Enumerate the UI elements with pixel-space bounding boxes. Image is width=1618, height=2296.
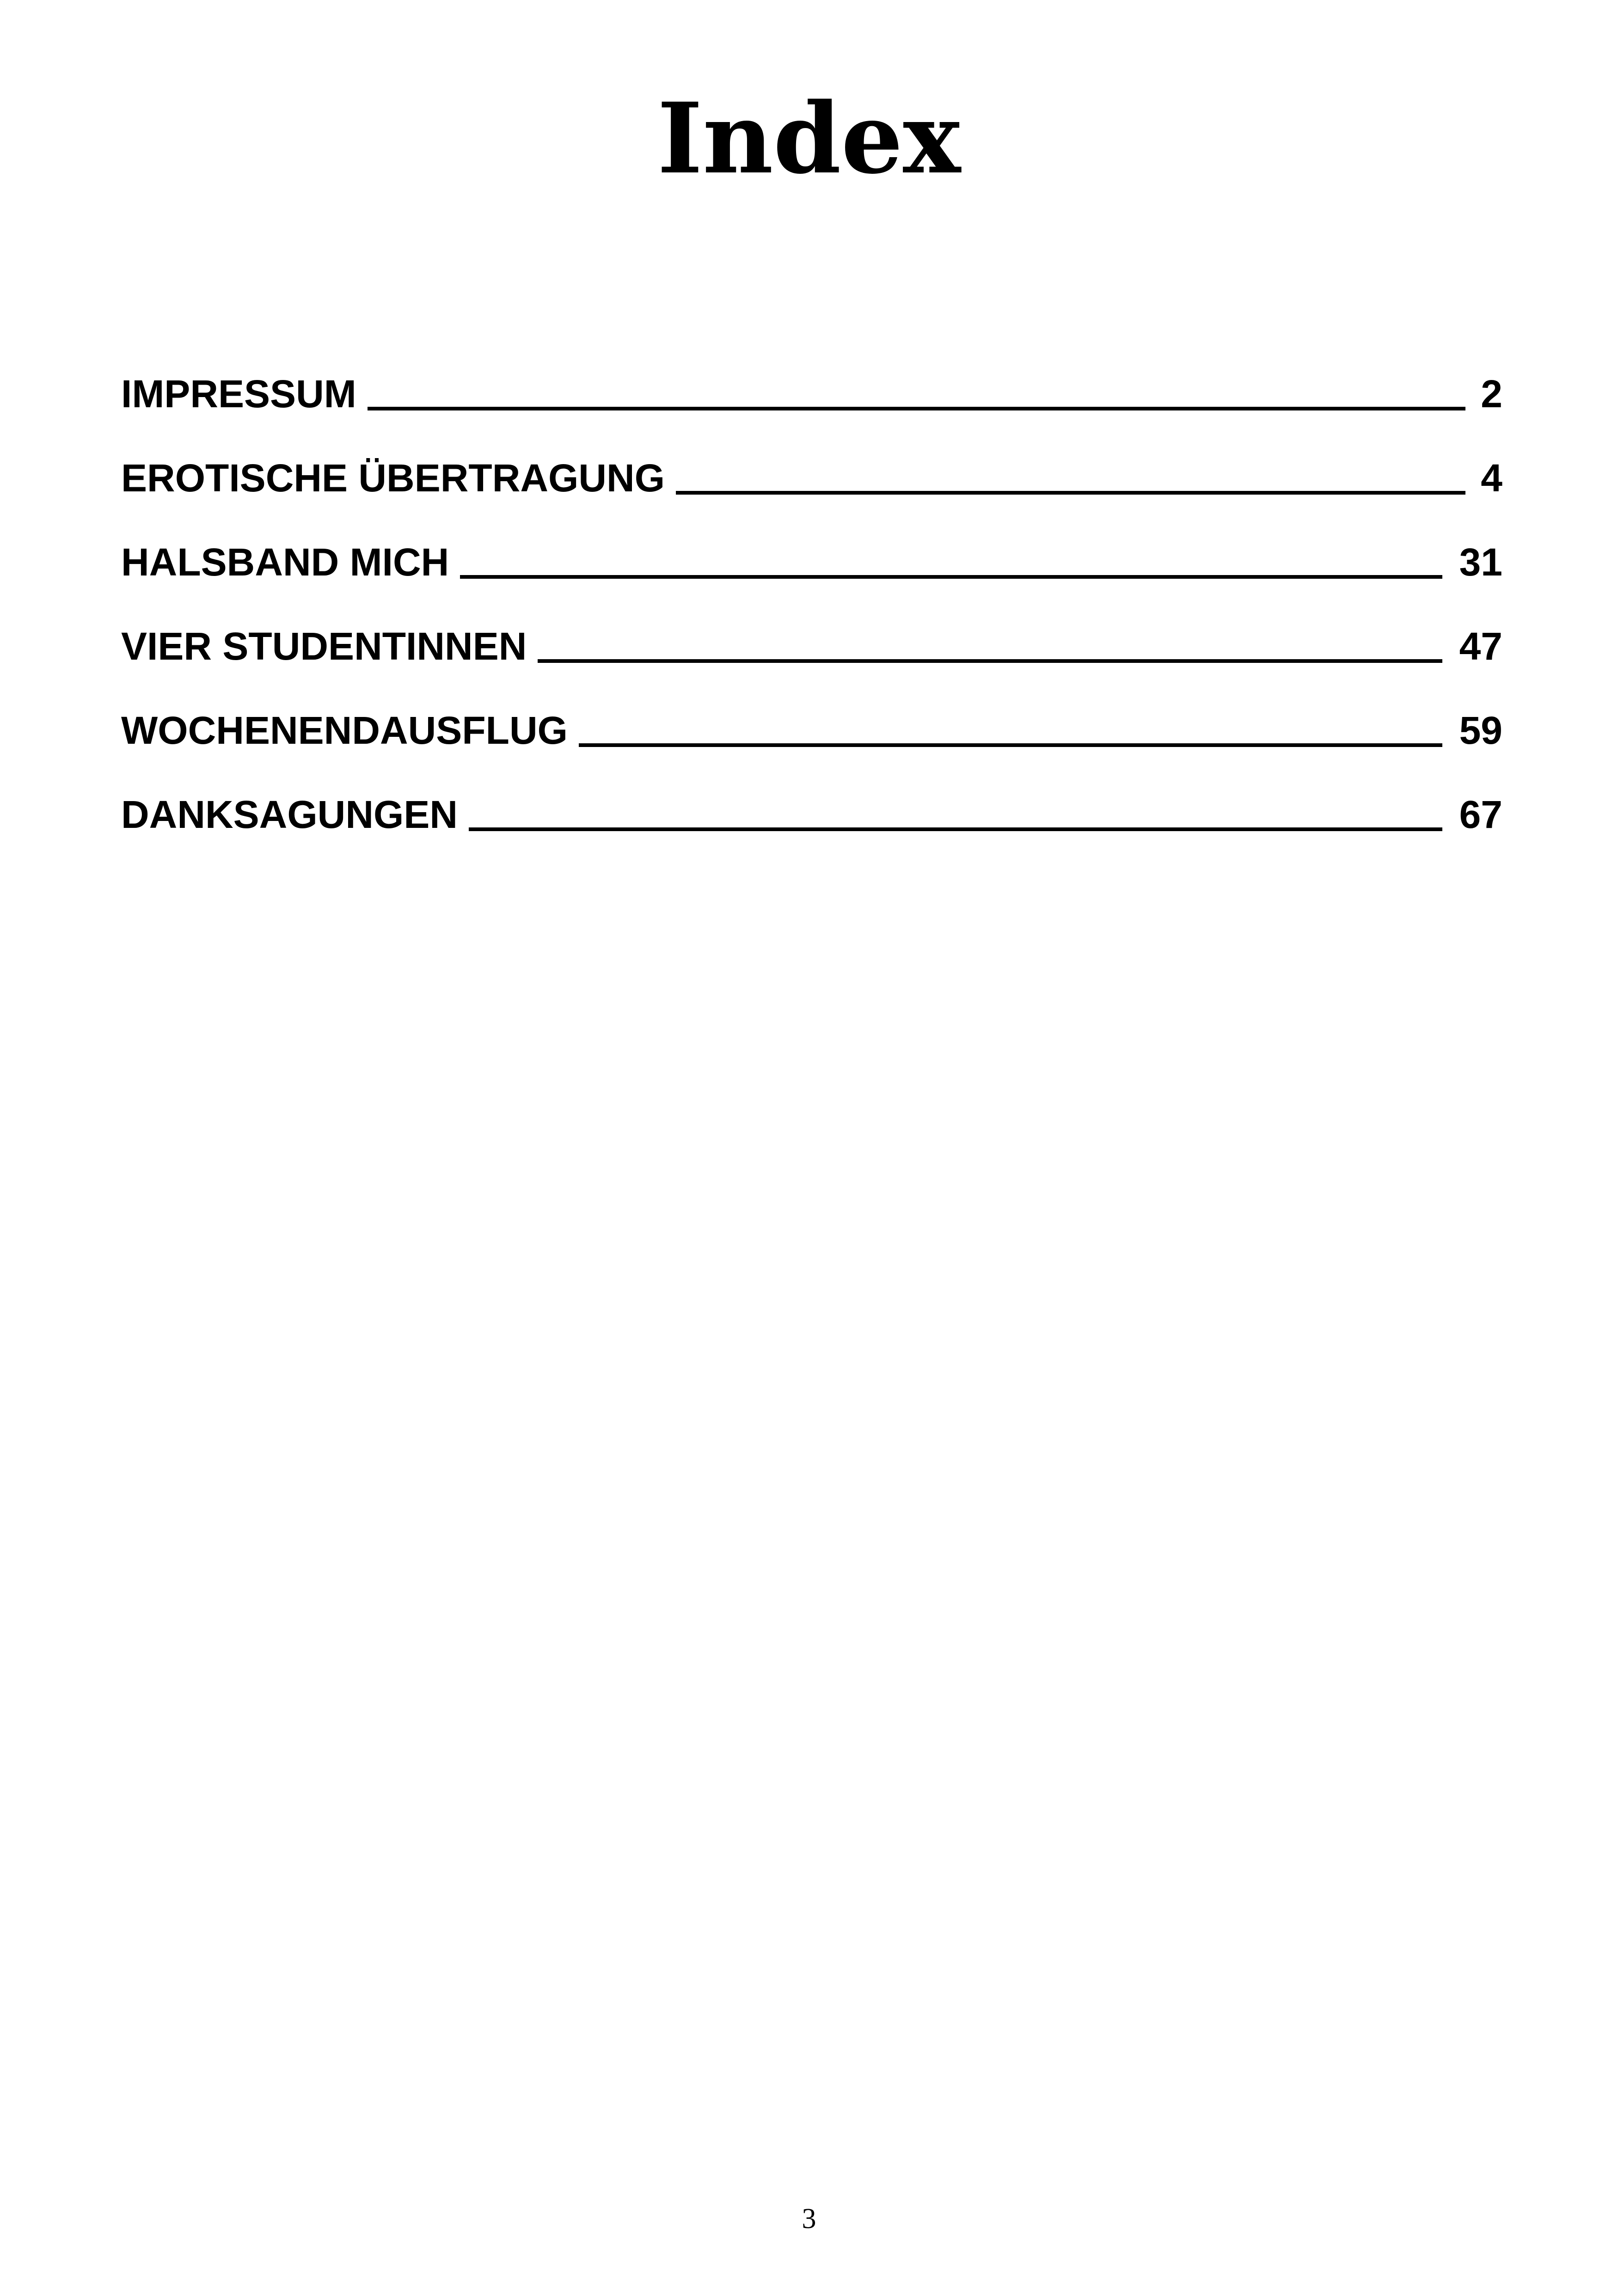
toc-leader-line xyxy=(538,659,1442,663)
toc-entry-impressum[interactable] xyxy=(121,333,1502,417)
toc-entry-label: WOCHENENDAUSFLUG xyxy=(121,709,568,752)
toc-entry-label: IMPRESSUM xyxy=(121,372,356,416)
toc-entry-page: 4 xyxy=(1481,456,1502,500)
toc-leader-line xyxy=(676,491,1465,495)
toc-entry-halsband-mich[interactable] xyxy=(121,501,1502,585)
toc-entry-erotische-uebertragung[interactable] xyxy=(121,417,1502,501)
toc-entry-label: VIER STUDENTINNEN xyxy=(121,625,527,668)
toc-entry-page: 59 xyxy=(1459,709,1502,752)
page-title: Index xyxy=(657,81,961,196)
toc-entry-label: EROTISCHE ÜBERTRAGUNG xyxy=(121,456,665,500)
toc-leader-line xyxy=(579,743,1442,747)
toc-entry-label: HALSBAND MICH xyxy=(121,540,449,584)
toc-leader-line xyxy=(368,407,1465,410)
toc-entry-vier-studentinnen[interactable] xyxy=(121,585,1502,669)
toc-leader-line xyxy=(460,575,1442,579)
toc-entry-label: DANKSAGUNGEN xyxy=(121,793,458,836)
toc-entry-page: 31 xyxy=(1459,540,1502,584)
toc-entry-page: 67 xyxy=(1459,793,1502,836)
toc-entry-danksagungen[interactable] xyxy=(121,753,1502,838)
toc-entry-wochenendausflug[interactable] xyxy=(121,669,1502,753)
page-number: 3 xyxy=(802,2203,816,2235)
toc-leader-line xyxy=(469,827,1442,831)
table-of-contents xyxy=(121,333,1502,838)
toc-entry-page: 47 xyxy=(1459,625,1502,668)
toc-entry-page: 2 xyxy=(1481,372,1502,416)
